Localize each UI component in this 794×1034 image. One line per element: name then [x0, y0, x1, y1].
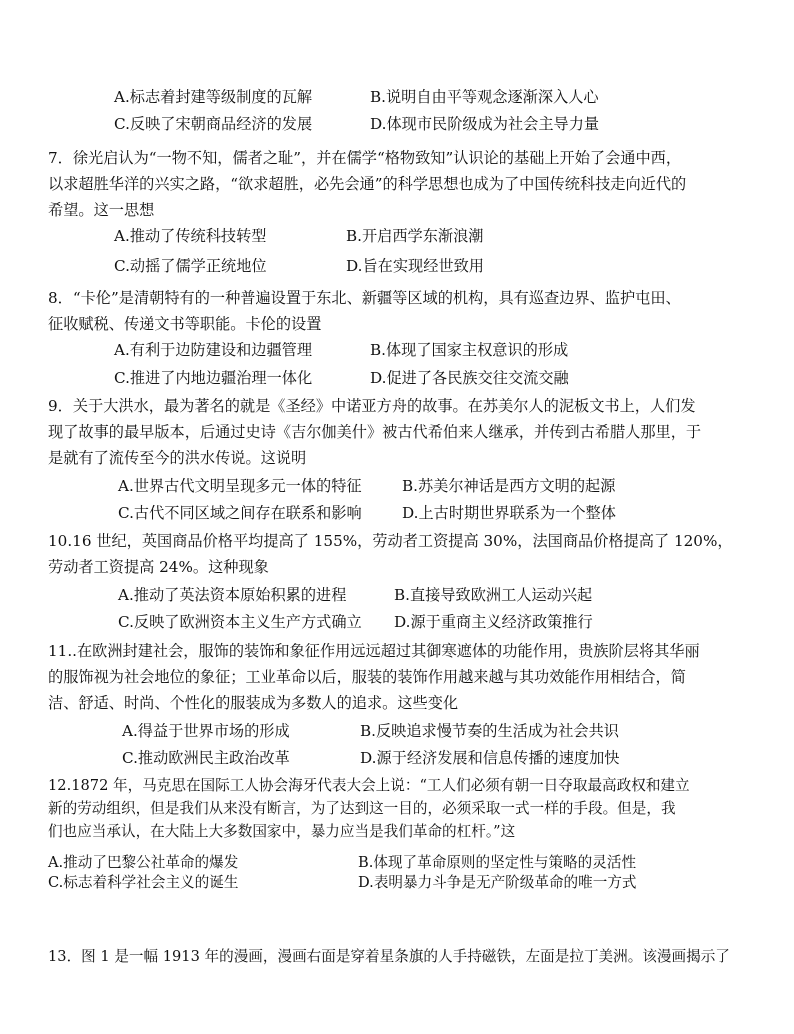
q6-option-b: B.说明自由平等观念逐渐深入人心: [370, 88, 599, 106]
q8-option-d: D.促进了各民族交往交流交融: [370, 369, 569, 387]
q9-option-c: C.古代不同区域之间存在联系和影响: [118, 504, 362, 522]
q9-stem-line: 是就有了流传至今的洪水传说。这说明: [48, 449, 307, 467]
q10-option-a: A.推动了英法资本原始积累的进程: [118, 586, 347, 604]
q6-option-c: C.反映了宋朝商品经济的发展: [114, 115, 313, 133]
q12-option-c: C.标志着科学社会主义的诞生: [48, 874, 239, 891]
q8-option-b: B.体现了国家主权意识的形成: [370, 341, 569, 359]
q8-option-a: A.有利于边防建设和边疆管理: [114, 341, 313, 359]
q12-stem-line: 们也应当承认，在大陆上大多数国家中，暴力应当是我们革命的杠杆。”这: [48, 823, 516, 840]
q8-option-c: C.推进了内地边疆治理一体化: [114, 369, 313, 387]
q7-stem-line: 7．徐光启认为“一物不知，儒者之耻”，并在儒学“格物致知”认识论的基础上开始了会通中西，: [48, 149, 682, 167]
q12-option-b: B.体现了革命原则的坚定性与策略的灵活性: [358, 854, 637, 871]
q12-stem-line: 12.1872 年，马克思在国际工人协会海牙代表大会上说：“工人们必须有朝一日夺取最高政权和建立: [48, 777, 690, 794]
q11-option-b: B.反映追求慢节奏的生活成为社会共识: [360, 722, 619, 740]
q12-option-a: A.推动了巴黎公社革命的爆发: [48, 854, 239, 871]
q11-stem-line: 洁、舒适、时尚、个性化的服装成为多数人的追求。这些变化: [48, 694, 459, 712]
q7-stem-line: 希望。这一思想: [48, 201, 155, 219]
q7-option-c: C.动摇了儒学正统地位: [114, 257, 267, 275]
q11-option-a: A.得益于世界市场的形成: [122, 722, 290, 740]
q8-stem-line: 征收赋税、传递文书等职能。卡伦的设置: [48, 315, 322, 333]
q10-option-b: B.直接导致欧洲工人运动兴起: [394, 586, 593, 604]
q9-stem-line: 现了故事的最早版本，后通过史诗《吉尔伽美什》被古代希伯来人继承，并传到古希腊人那里，于: [48, 423, 702, 441]
q10-stem-line: 10.16 世纪，英国商品价格平均提高了 155%，劳动者工资提高 30%，法国商品价格提高了 120%，: [48, 532, 733, 550]
q9-option-a: A.世界古代文明呈现多元一体的特征: [118, 477, 362, 495]
q10-option-d: D.源于重商主义经济政策推行: [394, 613, 593, 631]
q7-stem-line: 以求超胜华洋的兴实之路，“欲求超胜，必先会通”的科学思想也成为了中国传统科技走向近代的: [48, 175, 687, 193]
q8-stem-line: 8．“卡伦”是清朝特有的一种普遍设置于东北、新疆等区域的机构，具有巡查边界、监护屯田、: [48, 289, 681, 307]
q9-option-b: B.苏美尔神话是西方文明的起源: [402, 477, 616, 495]
q9-option-d: D.上古时期世界联系为一个整体: [402, 504, 616, 522]
q13-stem-line: 13．图 1 是一幅 1913 年的漫画，漫画右面是穿着星条旗的人手持磁铁，左面是拉丁美洲。该漫画揭示了: [48, 948, 730, 965]
q7-option-d: D.旨在实现经世致用: [346, 257, 484, 275]
q10-option-c: C.反映了欧洲资本主义生产方式确立: [118, 613, 362, 631]
q12-stem-line: 新的劳动组织，但是我们从来没有断言，为了达到这一目的，必须采取一式一样的手段。但是，我: [48, 800, 676, 817]
q6-option-d: D.体现市民阶级成为社会主导力量: [370, 115, 600, 133]
q12-option-d: D.表明暴力斗争是无产阶级革命的唯一方式: [358, 874, 637, 891]
q11-option-c: C.推动欧洲民主政治改革: [122, 749, 290, 767]
q11-stem-line: 11..在欧洲封建社会，服饰的装饰和象征作用远远超过其御寒遮体的功能作用，贵族阶层将其华丽: [48, 642, 700, 660]
q11-stem-line: 的服饰视为社会地位的象征；工业革命以后，服装的装饰作用越来越与其功效能作用相结合，简: [48, 668, 686, 686]
q7-option-b: B.开启西学东渐浪潮: [346, 227, 484, 245]
q10-stem-line: 劳动者工资提高 24%。这种现象: [48, 558, 269, 576]
q9-stem-line: 9．关于大洪水，最为著名的就是《圣经》中诺亚方舟的故事。在苏美尔人的泥板文书上，人们发: [48, 397, 696, 415]
q6-option-a: A.标志着封建等级制度的瓦解: [114, 88, 313, 106]
q11-option-d: D.源于经济发展和信息传播的速度加快: [360, 749, 620, 767]
q7-option-a: A.推动了传统科技转型: [114, 227, 267, 245]
